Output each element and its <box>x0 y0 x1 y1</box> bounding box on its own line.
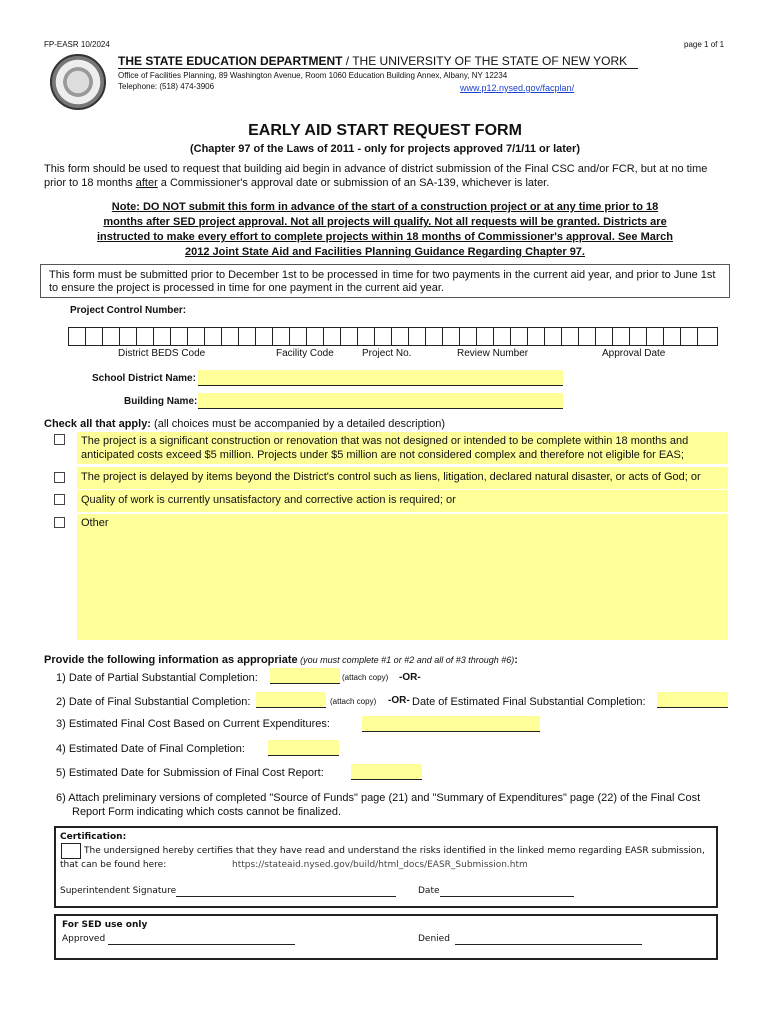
note-line-1: Note: DO NOT submit this form in advance of the start of a construction project or at any time prior to 18 <box>111 201 659 213</box>
form-title: EARLY AID START REQUEST FORM <box>248 122 522 139</box>
telephone: Telephone: (518) 474-3906 <box>118 82 215 91</box>
pcn-digit-cell[interactable] <box>460 328 477 345</box>
pcn-digit-cell[interactable] <box>239 328 256 345</box>
pcn-digit-cell[interactable] <box>358 328 375 345</box>
item-6-line-1: 6) Attach preliminary versions of completed "Source of Funds" page (21) and "Summary of Expenditures" page (22) of the Final Cost <box>56 792 701 804</box>
page-number: page 1 of 1 <box>684 40 725 49</box>
option-delayed-text[interactable]: The project is delayed by items beyond the District's control such as liens, litigation, declared natural disaster, or acts of God; or <box>77 467 728 489</box>
sed-use-title: For SED use only <box>62 920 148 930</box>
pcn-digit-cell[interactable] <box>307 328 324 345</box>
pcn-digit-cell[interactable] <box>443 328 460 345</box>
pcn-digit-cell[interactable] <box>273 328 290 345</box>
item-4-label: 4) Estimated Date of Final Completion: <box>56 743 245 755</box>
option-delayed-checkbox[interactable] <box>54 472 65 483</box>
certification-text-2: that can be found here: <box>60 860 167 870</box>
note-line-3: instructed to make every effort to complete projects within 18 months of Commissioner's approval. See March <box>97 231 673 243</box>
option-significant-text[interactable] <box>77 432 728 464</box>
pcn-digit-cell[interactable] <box>392 328 409 345</box>
pcn-digit-cell[interactable] <box>511 328 528 345</box>
signature-label: Superintendent Signature <box>60 886 177 896</box>
pcn-digit-cell[interactable] <box>205 328 222 345</box>
pcn-digit-cell[interactable] <box>630 328 647 345</box>
pcn-project: Project No. <box>362 348 412 359</box>
option-other-label: Other <box>81 517 109 529</box>
check-heading-bold: Check all that apply: <box>44 418 151 430</box>
pcn-digit-cell[interactable] <box>324 328 341 345</box>
pcn-digit-cell[interactable] <box>290 328 307 345</box>
school-district-input[interactable] <box>198 370 563 386</box>
deadline-box <box>40 264 730 298</box>
pcn-digit-cell[interactable] <box>222 328 239 345</box>
building-name-input[interactable] <box>198 393 563 409</box>
option-significant-checkbox[interactable] <box>54 434 65 445</box>
intro-after: after <box>135 177 158 189</box>
intro-line-2-post: a Commissioner's approval date or submission of an SA-139, whichever is later. <box>157 177 550 189</box>
note-line-4: 2012 Joint State Aid and Facilities Planning Guidance Regarding Chapter 97. <box>185 246 585 258</box>
item-5-label: 5) Estimated Date for Submission of Final Cost Report: <box>56 767 324 779</box>
header-rule <box>118 68 638 69</box>
provide-heading-bold: Provide the following information as appropriate <box>44 654 298 666</box>
item-6-line-2: Report Form indicating which costs cannot be finalized. <box>72 806 342 818</box>
pcn-digit-cell[interactable] <box>494 328 511 345</box>
pcn-digit-cell[interactable] <box>426 328 443 345</box>
pcn-digit-cell[interactable] <box>647 328 664 345</box>
item-2b-label: Date of Estimated Final Substantial Completion: <box>412 696 646 708</box>
pcn-digit-cell[interactable] <box>613 328 630 345</box>
office-address: Office of Facilities Planning, 89 Washington Avenue, Room 1060 Education Building Annex, Albany, NY 12234 <box>118 71 508 80</box>
pcn-digit-cell[interactable] <box>477 328 494 345</box>
pcn-digit-cell[interactable] <box>86 328 103 345</box>
provide-heading-italic: (you must complete #1 or #2 and all of #3 through #6) <box>297 655 515 665</box>
pcn-digit-cell[interactable] <box>171 328 188 345</box>
partial-completion-date-input[interactable] <box>270 668 340 684</box>
pcn-digit-cell[interactable] <box>188 328 205 345</box>
intro-line-2-pre: prior to 18 months <box>44 177 136 189</box>
option-quality-checkbox[interactable] <box>54 494 65 505</box>
pcn-digit-cell[interactable] <box>256 328 273 345</box>
provide-heading-colon: : <box>514 654 518 666</box>
pcn-digit-cell[interactable] <box>664 328 681 345</box>
pcn-district: District BEDS Code <box>118 348 206 359</box>
department-name: THE STATE EDUCATION DEPARTMENT <box>118 54 343 68</box>
pcn-digit-cell[interactable] <box>409 328 426 345</box>
approved-label: Approved <box>62 934 106 944</box>
department-heading <box>118 54 627 68</box>
pcn-digit-cell[interactable] <box>103 328 120 345</box>
building-name-label: Building Name: <box>124 396 198 407</box>
deadline-line-1: This form must be submitted prior to December 1st to be processed in time for two payments in the current aid year, and prior to June 1st <box>49 269 716 281</box>
pcn-digit-cell[interactable] <box>375 328 392 345</box>
approved-input[interactable] <box>108 934 295 945</box>
certification-title: Certification: <box>60 832 127 842</box>
item-2-or: -OR- <box>388 695 410 706</box>
option-significant-line-2: anticipated costs exceed $5 million. Projects under $5 million are not considered complex and therefore not eligible for EAS; <box>81 449 684 461</box>
denied-label: Denied <box>418 934 450 944</box>
item-2-attach: (attach copy) <box>330 697 377 706</box>
estimated-final-completion-input[interactable] <box>268 740 339 756</box>
easr-memo-link[interactable]: https://stateaid.nysed.gov/build/html_docs/EASR_Submission.htm <box>232 860 528 870</box>
pcn-digit-cell[interactable] <box>545 328 562 345</box>
check-heading <box>44 418 445 430</box>
pcn-label: Project Control Number: <box>70 305 187 316</box>
pcn-digit-cell[interactable] <box>562 328 579 345</box>
pcn-digit-cell[interactable] <box>596 328 613 345</box>
school-district-label: School District Name: <box>92 373 196 384</box>
pcn-digit-cell[interactable] <box>698 328 715 345</box>
pcn-grid[interactable] <box>68 327 718 346</box>
option-significant-line-1: The project is a significant construction or renovation that was not designed or intended to be complete within 18 months and <box>81 435 689 447</box>
final-completion-date-input[interactable] <box>256 692 326 708</box>
certification-text-1: The undersigned hereby certifies that they have read and understand the risks identified in the linked memo regarding EASR submission, <box>84 846 705 856</box>
estimated-final-cost-input[interactable] <box>362 716 540 732</box>
option-quality-text[interactable]: Quality of work is currently unsatisfactory and corrective action is required; or <box>77 490 728 512</box>
item-3-label: 3) Estimated Final Cost Based on Current Expenditures: <box>56 718 330 730</box>
nys-seal-icon <box>50 54 106 110</box>
pcn-digit-cell[interactable] <box>154 328 171 345</box>
provide-heading <box>44 654 518 666</box>
item-1-or: -OR- <box>399 672 421 683</box>
option-other-checkbox[interactable] <box>54 517 65 528</box>
note-block <box>60 200 710 260</box>
estimated-completion-date-input[interactable] <box>657 692 728 708</box>
note-line-2: months after SED project approval. Not all projects will qualify. Not all requests will be granted. Districts are <box>103 216 667 228</box>
certification-checkbox[interactable] <box>61 843 81 859</box>
pcn-approval: Approval Date <box>602 348 666 359</box>
certification-date-input[interactable] <box>440 886 574 897</box>
pcn-digit-cell[interactable] <box>69 328 86 345</box>
date-label: Date <box>418 886 440 896</box>
pcn-digit-cell[interactable] <box>681 328 698 345</box>
denied-input[interactable] <box>455 934 642 945</box>
pcn-review: Review Number <box>457 348 529 359</box>
facplan-link[interactable]: www.p12.nysed.gov/facplan/ <box>460 83 575 93</box>
check-heading-rest: (all choices must be accompanied by a detailed description) <box>150 418 446 430</box>
item-1-attach: (attach copy) <box>342 673 389 682</box>
item-6 <box>56 791 700 819</box>
intro-text <box>44 162 734 190</box>
signature-input[interactable] <box>176 886 396 897</box>
form-id: FP-EASR 10/2024 <box>44 40 110 49</box>
pcn-digit-cell[interactable] <box>528 328 545 345</box>
pcn-digit-cell[interactable] <box>341 328 358 345</box>
pcn-digit-cell[interactable] <box>120 328 137 345</box>
intro-line-2 <box>44 176 734 190</box>
option-other-textarea[interactable] <box>77 514 728 640</box>
item-1-label: 1) Date of Partial Substantial Completion: <box>56 672 258 684</box>
university-name: / THE UNIVERSITY OF THE STATE OF NEW YORK <box>342 54 628 68</box>
form-subtitle: (Chapter 97 of the Laws of 2011 - only for projects approved 7/1/11 or later) <box>189 143 580 155</box>
pcn-digit-cell[interactable] <box>137 328 154 345</box>
deadline-line-2: to ensure the project is processed in time for one payment in the current aid year. <box>49 282 444 294</box>
pcn-digit-cell[interactable] <box>579 328 596 345</box>
pcn-facility: Facility Code <box>276 348 334 359</box>
item-2-label: 2) Date of Final Substantial Completion: <box>56 696 251 708</box>
fcr-submission-date-input[interactable] <box>351 764 422 780</box>
intro-line-1: This form should be used to request that building aid begin in advance of district submission of the Final CSC and/or FCR, but at no time <box>44 163 708 175</box>
